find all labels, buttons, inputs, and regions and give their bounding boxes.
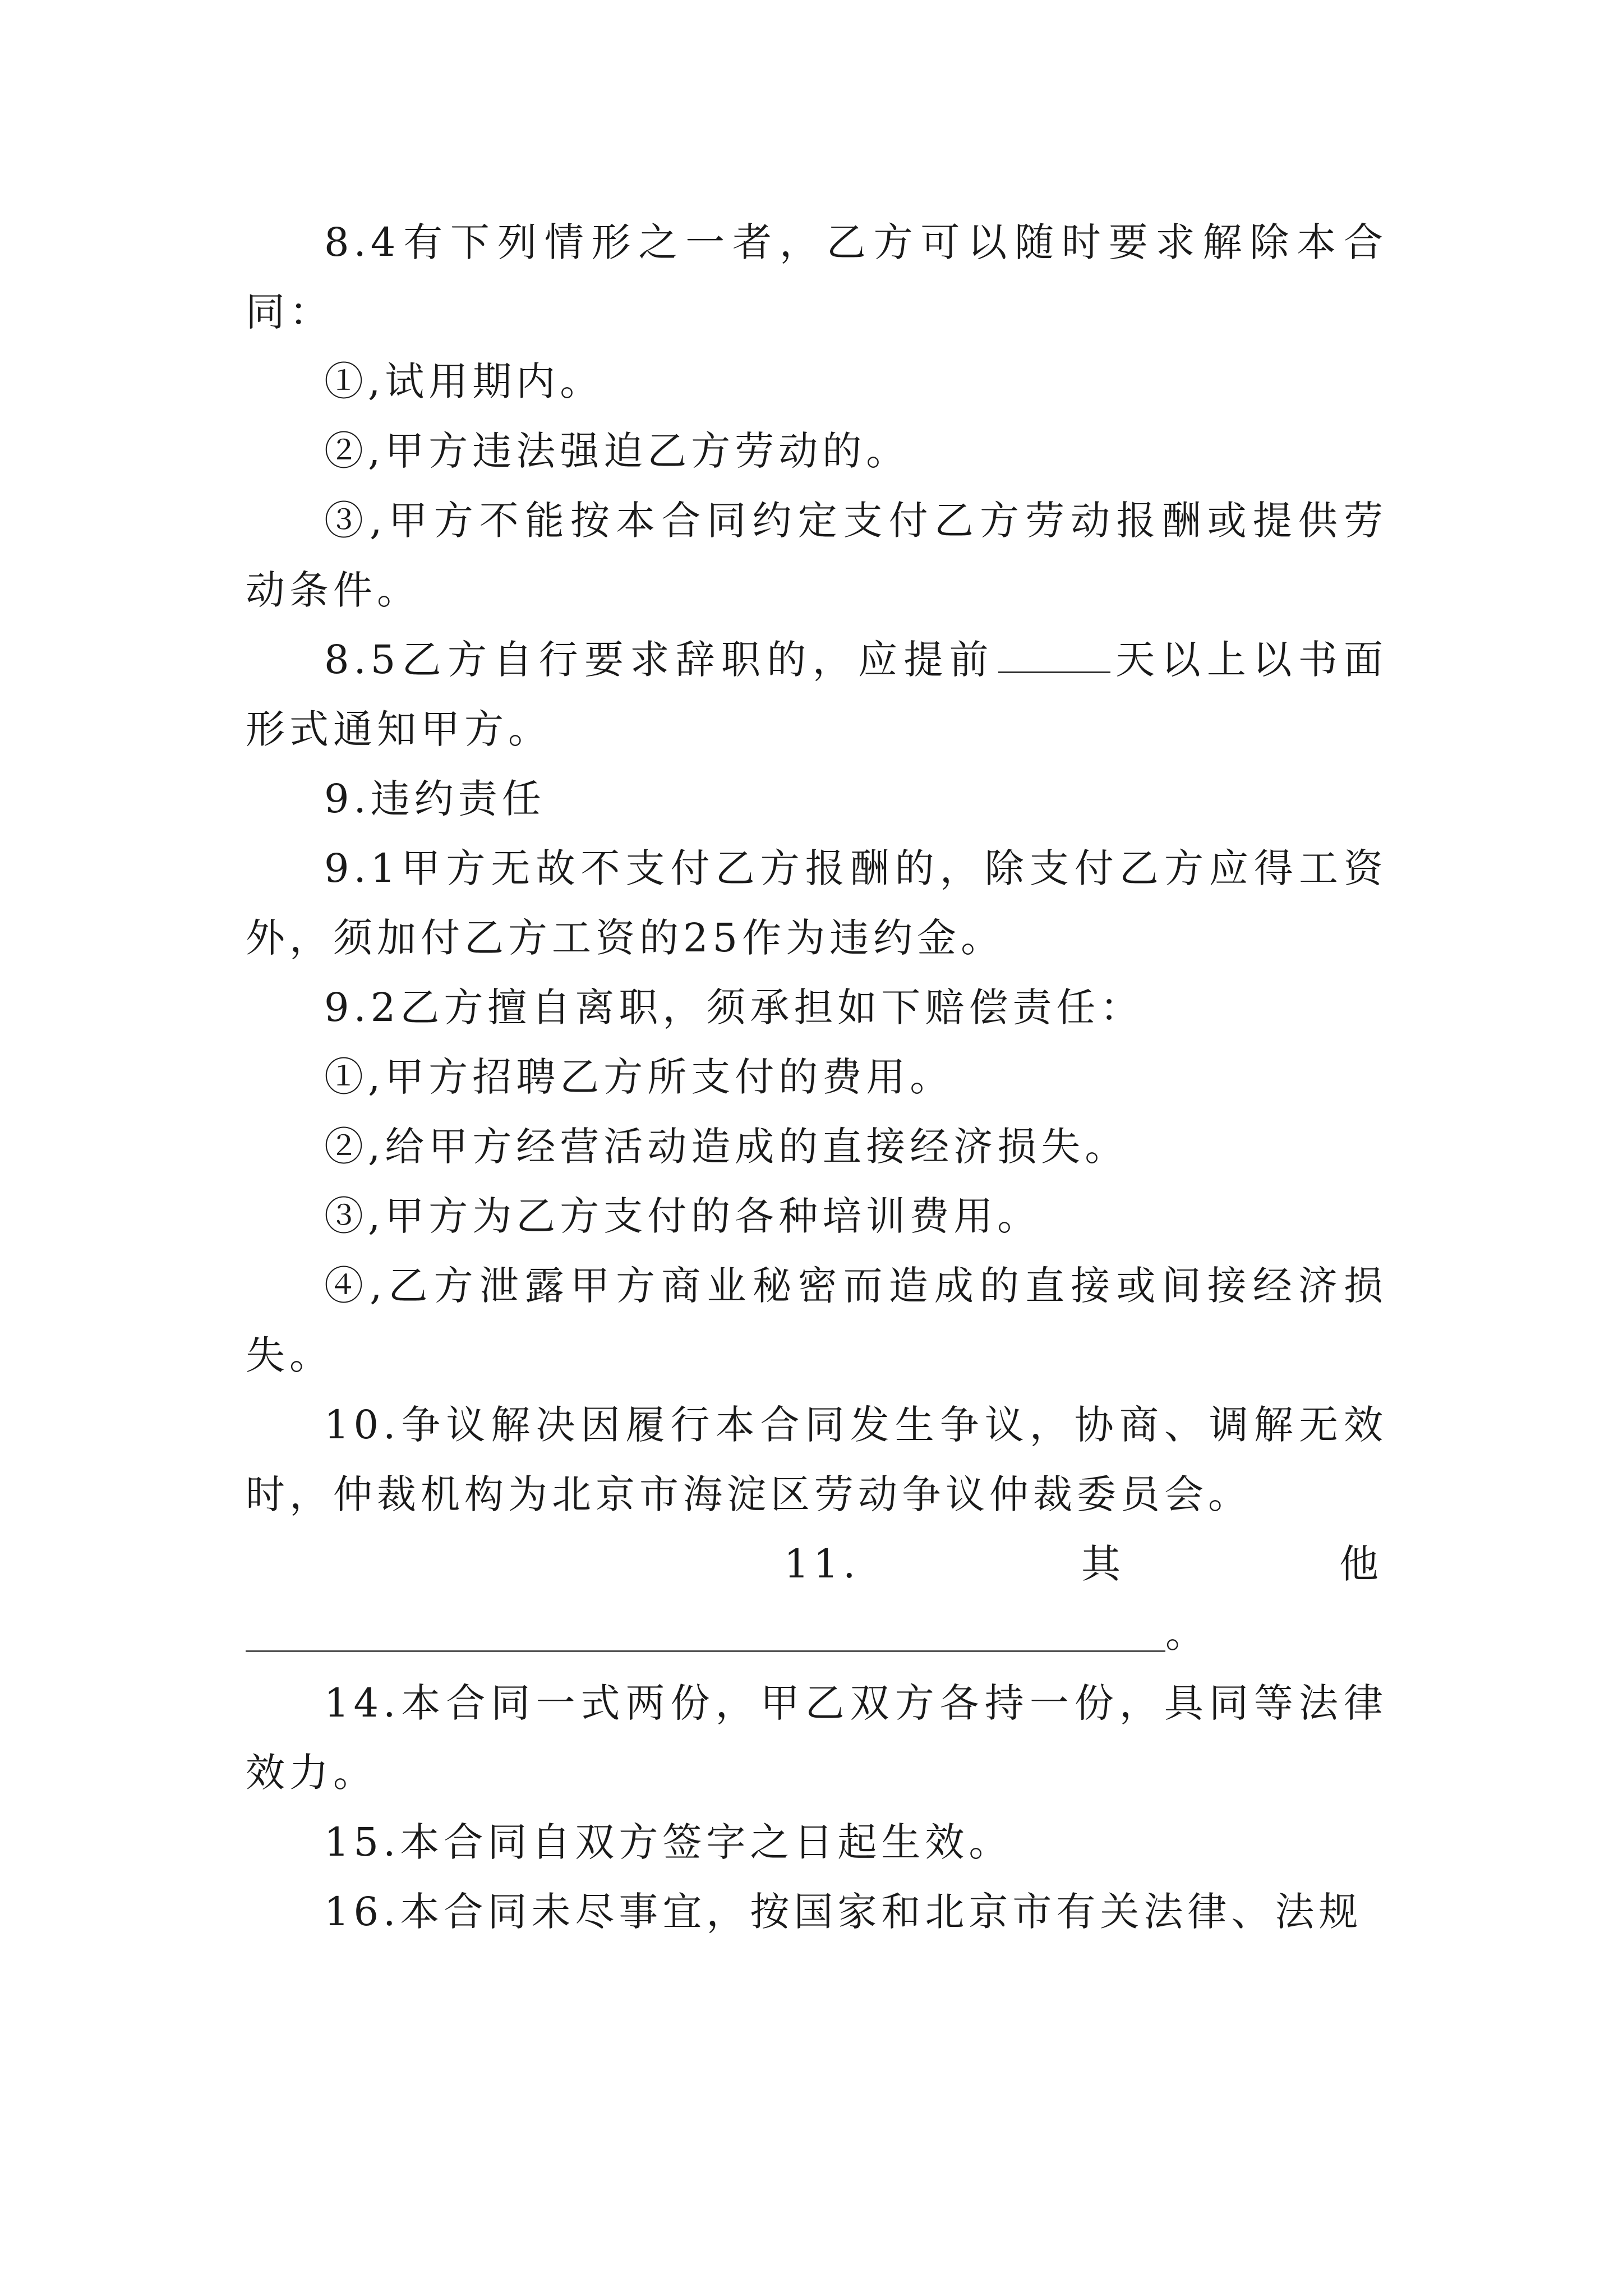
clause-11-period: 。 [1165, 1611, 1205, 1657]
clause-16: 16.本合同未尽事宜，按国家和北京市有关法律、法规 [324, 1889, 1363, 1935]
clause-11-number: 11. [784, 1541, 860, 1587]
clause-8-4: 8.4有下列情形之一者，乙方可以随时要求解除本合同： [246, 219, 1387, 335]
clause-9-1: 9.1甲方无故不支付乙方报酬的，除支付乙方应得工资外，须加付乙方工资的25作为违约金。 [246, 845, 1387, 961]
clause-11-blank-rule [246, 1650, 1165, 1652]
document-body [246, 208, 1387, 1947]
clause-9-2-item-3: ③,甲方为乙方支付的各种培训费用。 [324, 1193, 1041, 1239]
clause-15: 15.本合同自双方签字之日起生效。 [324, 1819, 1013, 1865]
clause-9-2: 9.2乙方擅自离职，须承担如下赔偿责任： [324, 984, 1144, 1030]
clause-8-4-item-2: ②,甲方违法强迫乙方劳动的。 [324, 428, 910, 474]
clause-9-2-item-1: ①,甲方招聘乙方所支付的费用。 [324, 1054, 954, 1100]
clause-14: 14.本合同一式两份，甲乙双方各持一份，具同等法律效力。 [246, 1680, 1387, 1796]
clause-11-fill-line [246, 1599, 1387, 1668]
section-9-heading: 9.违约责任 [324, 776, 546, 822]
clause-11-word-2: 他 [1339, 1541, 1383, 1587]
clause-8-4-item-3: ③,甲方不能按本合同约定支付乙方劳动报酬或提供劳动条件。 [246, 498, 1387, 613]
clause-8-5-text-before: 8.5乙方自行要求辞职的，应提前 [324, 637, 995, 683]
clause-9-2-item-2: ②,给甲方经营活动造成的直接经济损失。 [324, 1124, 1129, 1170]
clause-8-5 [246, 625, 1387, 764]
clause-11-word-1: 其 [1081, 1541, 1125, 1587]
clause-9-2-item-4: ④,乙方泄露甲方商业秘密而造成的直接或间接经济损失。 [246, 1263, 1387, 1378]
clause-10: 10.争议解决因履行本合同发生争议，协商、调解无效时，仲裁机构为北京市海淀区劳动争议仲裁委员会。 [246, 1402, 1387, 1517]
clause-11-heading [246, 1529, 1387, 1599]
notice-days-blank [998, 636, 1110, 673]
clause-8-5-text-after: 天以上以书面形式通知甲方。 [246, 637, 1388, 752]
clause-8-4-item-1: ①,试用期内。 [324, 358, 604, 404]
